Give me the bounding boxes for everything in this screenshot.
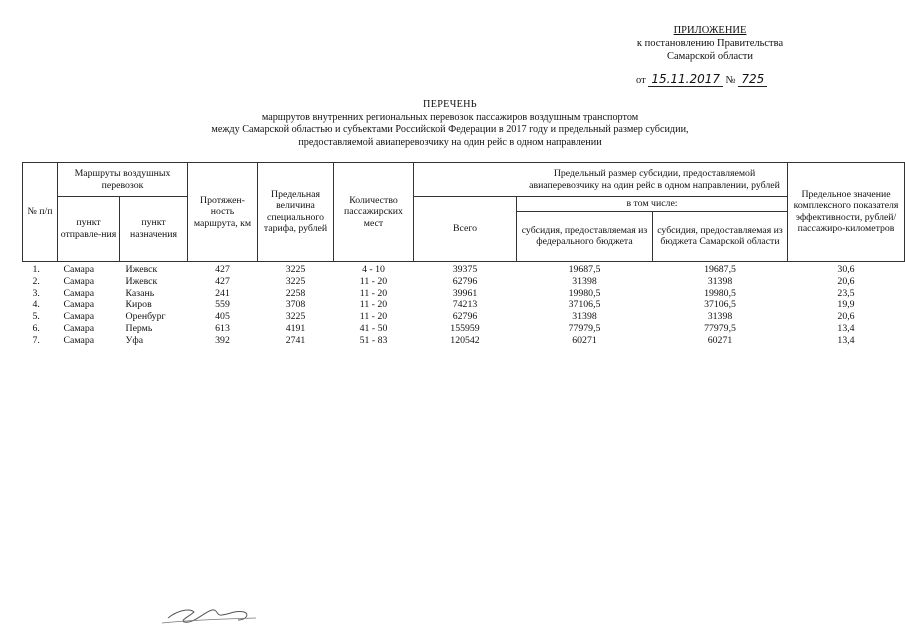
table-row: 7. Самара Уфа 392 2741 51 - 83 120542 60271 60271 13,4 bbox=[32, 334, 855, 346]
table-row: 5. Самара Оренбург 405 3225 11 - 20 62796 31398 31398 20,6 bbox=[32, 311, 855, 323]
appendix-line-2: Самарской области bbox=[667, 51, 753, 62]
decree-number: 725 bbox=[738, 72, 767, 87]
header-num: № п/п bbox=[23, 163, 58, 262]
header-total: Всего bbox=[414, 197, 517, 262]
decree-number-prefix: № bbox=[725, 75, 736, 86]
table-row: 1. Самара Ижевск 427 3225 4 - 10 39375 19687,5 19687,5 30,6 bbox=[32, 264, 855, 275]
header-subsidy: Предельный размер субсидии, предоставляемой авиаперевозчику на один рейс в одном направлении, рублей bbox=[414, 163, 788, 197]
decree-date-prefix: от bbox=[636, 75, 646, 86]
header-tariff: Предельная величина специального тарифа, рублей bbox=[258, 163, 334, 262]
header-seats: Количество пассажирских мест bbox=[334, 163, 414, 262]
title-line-4: предоставляемой авиаперевозчику на один рейс в одном направлении bbox=[298, 136, 602, 148]
table-row: 4. Самара Киров 559 3708 11 - 20 74213 37106,5 37106,5 19,9 bbox=[32, 299, 855, 311]
appendix-line-1: к постановлению Правительства bbox=[636, 38, 784, 49]
table-row: 2. Самара Ижевск 427 3225 11 - 20 62796 31398 31398 20,6 bbox=[32, 275, 855, 287]
header-departure: пункт отправле-ния bbox=[58, 197, 120, 262]
header-regional: субсидия, предоставляемая из бюджета Самарской области bbox=[653, 211, 788, 261]
header-federal: субсидия, предоставляемая из федерального бюджета bbox=[517, 211, 653, 261]
header-length: Протяжен-ность маршрута, км bbox=[188, 163, 258, 262]
signature-scribble bbox=[160, 598, 260, 628]
decree-line bbox=[636, 72, 767, 86]
appendix-block bbox=[590, 24, 830, 63]
header-efficiency: Предельное значение комплексного показателя эффективности, рублей/пассажиро-километров bbox=[788, 163, 905, 262]
decree-date: 15.11.2017 bbox=[648, 72, 723, 87]
header-routes: Маршруты воздушных перевозок bbox=[58, 163, 188, 197]
routes-table bbox=[22, 162, 905, 347]
title-line-3: между Самарской областью и субъектами Российской Федерации в 2017 году и предельный размер субсидии, bbox=[211, 124, 689, 135]
table-row: 6. Самара Пермь 613 4191 41 - 50 155959 77979,5 77979,5 13,4 bbox=[32, 322, 855, 334]
document-title bbox=[140, 99, 760, 149]
header-including: в том числе: bbox=[517, 197, 788, 212]
header-destination: пункт назначения bbox=[120, 197, 188, 262]
title-line-2: маршрутов внутренних региональных перевозок пассажиров воздушным транспортом bbox=[261, 111, 639, 123]
table-row: 3. Самара Казань 241 2258 11 - 20 39961 19980,5 19980,5 23,5 bbox=[32, 287, 855, 299]
appendix-heading: ПРИЛОЖЕНИЕ bbox=[673, 25, 747, 36]
title-line-1: ПЕРЕЧЕНЬ bbox=[423, 99, 477, 110]
